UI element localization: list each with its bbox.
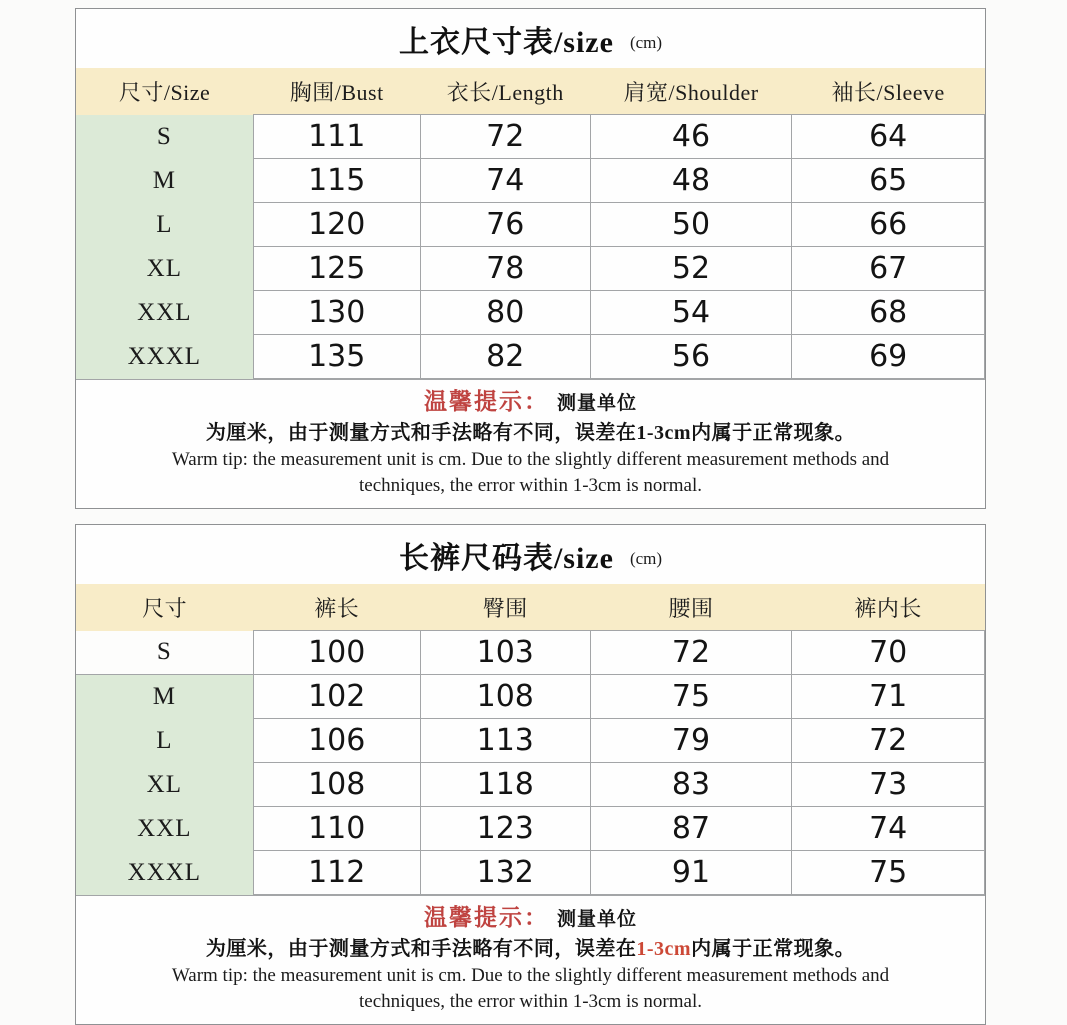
value-cell: 75 (590, 675, 792, 719)
value-cell: 108 (420, 675, 590, 719)
value-cell: 68 (792, 291, 985, 335)
tops-table-title (76, 9, 985, 68)
pants-table-body (76, 631, 985, 895)
table-row (76, 115, 985, 159)
value-cell: 135 (253, 335, 420, 379)
pants-header-hip: 臀围 (420, 584, 590, 631)
table-row (76, 203, 985, 247)
size-cell: S (76, 115, 253, 159)
value-cell: 115 (253, 159, 420, 203)
tops-table-header-row (76, 68, 985, 115)
value-cell: 113 (420, 719, 590, 763)
size-cell: L (76, 719, 253, 763)
tops-warm-tip-note (76, 379, 985, 508)
size-cell: M (76, 159, 253, 203)
pants-table-header-row (76, 584, 985, 631)
tops-note-english-line1: Warm tip: the measurement unit is cm. Due to the slightly different measurement methods and (171, 449, 890, 470)
table-row (76, 631, 985, 675)
tops-note-heading (88, 387, 973, 420)
note-zh-suffix: 内属于正常现象。 (691, 422, 856, 444)
value-cell: 52 (590, 247, 792, 291)
size-cell: L (76, 203, 253, 247)
value-cell: 112 (253, 851, 420, 895)
value-cell: 100 (253, 631, 420, 675)
note-zh-range: 1-3cm (636, 422, 692, 444)
pants-warm-tip-note (76, 895, 985, 1024)
value-cell: 130 (253, 291, 420, 335)
tops-header-bust: 胸围/Bust (253, 68, 420, 115)
value-cell: 72 (590, 631, 792, 675)
value-cell: 76 (420, 203, 590, 247)
value-cell: 83 (590, 763, 792, 807)
value-cell: 72 (420, 115, 590, 159)
tops-header-length: 衣长/Length (420, 68, 590, 115)
value-cell: 46 (590, 115, 792, 159)
value-cell: 75 (792, 851, 985, 895)
pants-size-table (76, 584, 985, 895)
value-cell: 82 (420, 335, 590, 379)
value-cell: 56 (590, 335, 792, 379)
tops-table-body (76, 115, 985, 379)
pants-size-table-block (75, 524, 986, 1025)
pants-note-heading (88, 903, 973, 936)
value-cell: 91 (590, 851, 792, 895)
tops-note-english-line2: techniques, the error within 1-3cm is normal. (359, 475, 702, 496)
table-row (76, 851, 985, 895)
value-cell: 70 (792, 631, 985, 675)
size-cell: XXXL (76, 335, 253, 379)
warm-tip-unit-text: 测量单位 (556, 909, 637, 930)
tops-note-chinese-line (88, 420, 973, 447)
warm-tip-unit-text: 测量单位 (556, 393, 637, 414)
value-cell: 102 (253, 675, 420, 719)
table-row (76, 807, 985, 851)
value-cell: 125 (253, 247, 420, 291)
value-cell: 65 (792, 159, 985, 203)
note-zh-prefix: 为厘米，由于测量方式和手法略有不同，误差在 (205, 422, 637, 444)
value-cell: 48 (590, 159, 792, 203)
value-cell: 64 (792, 115, 985, 159)
value-cell: 106 (253, 719, 420, 763)
value-cell: 71 (792, 675, 985, 719)
value-cell: 74 (792, 807, 985, 851)
value-cell: 54 (590, 291, 792, 335)
value-cell: 123 (420, 807, 590, 851)
value-cell: 72 (792, 719, 985, 763)
pants-header-waist: 腰围 (590, 584, 792, 631)
value-cell: 87 (590, 807, 792, 851)
pants-note-english-line1: Warm tip: the measurement unit is cm. Due to the slightly different measurement methods and (171, 965, 890, 986)
size-cell: XXL (76, 291, 253, 335)
table-row (76, 763, 985, 807)
pants-title-unit: (cm) (629, 548, 663, 568)
value-cell: 132 (420, 851, 590, 895)
value-cell: 73 (792, 763, 985, 807)
table-row (76, 719, 985, 763)
note-zh-suffix: 内属于正常现象。 (691, 938, 856, 960)
note-zh-range: 1-3cm (636, 938, 692, 960)
tops-header-shoulder: 肩宽/Shoulder (590, 68, 792, 115)
pants-title-text: 长裤尺码表/size (398, 541, 614, 575)
value-cell: 120 (253, 203, 420, 247)
pants-note-english-line2: techniques, the error within 1-3cm is normal. (359, 991, 702, 1012)
table-row (76, 159, 985, 203)
value-cell: 111 (253, 115, 420, 159)
value-cell: 108 (253, 763, 420, 807)
table-row (76, 247, 985, 291)
table-row (76, 335, 985, 379)
pants-header-inseam: 裤内长 (792, 584, 985, 631)
tops-header-sleeve: 袖长/Sleeve (792, 68, 985, 115)
tops-size-table (76, 68, 985, 379)
warm-tip-label: 温馨提示： (423, 905, 549, 930)
value-cell: 110 (253, 807, 420, 851)
value-cell: 66 (792, 203, 985, 247)
size-cell: XL (76, 247, 253, 291)
value-cell: 118 (420, 763, 590, 807)
value-cell: 78 (420, 247, 590, 291)
tops-title-unit: (cm) (629, 32, 663, 52)
pants-table-title (76, 525, 985, 584)
pants-header-pant-length: 裤长 (253, 584, 420, 631)
pants-note-chinese-line (88, 936, 973, 963)
value-cell: 50 (590, 203, 792, 247)
size-cell: S (76, 631, 253, 675)
value-cell: 79 (590, 719, 792, 763)
pants-header-size: 尺寸 (76, 584, 253, 631)
value-cell: 67 (792, 247, 985, 291)
tops-size-table-block (75, 8, 986, 509)
tops-title-text: 上衣尺寸表/size (398, 25, 614, 59)
size-cell: M (76, 675, 253, 719)
tops-header-size: 尺寸/Size (76, 68, 253, 115)
table-row (76, 291, 985, 335)
note-zh-prefix: 为厘米，由于测量方式和手法略有不同，误差在 (205, 938, 637, 960)
size-cell: XXL (76, 807, 253, 851)
size-cell: XL (76, 763, 253, 807)
table-row (76, 675, 985, 719)
value-cell: 74 (420, 159, 590, 203)
value-cell: 80 (420, 291, 590, 335)
size-cell: XXXL (76, 851, 253, 895)
value-cell: 103 (420, 631, 590, 675)
value-cell: 69 (792, 335, 985, 379)
warm-tip-label: 温馨提示： (423, 389, 549, 414)
